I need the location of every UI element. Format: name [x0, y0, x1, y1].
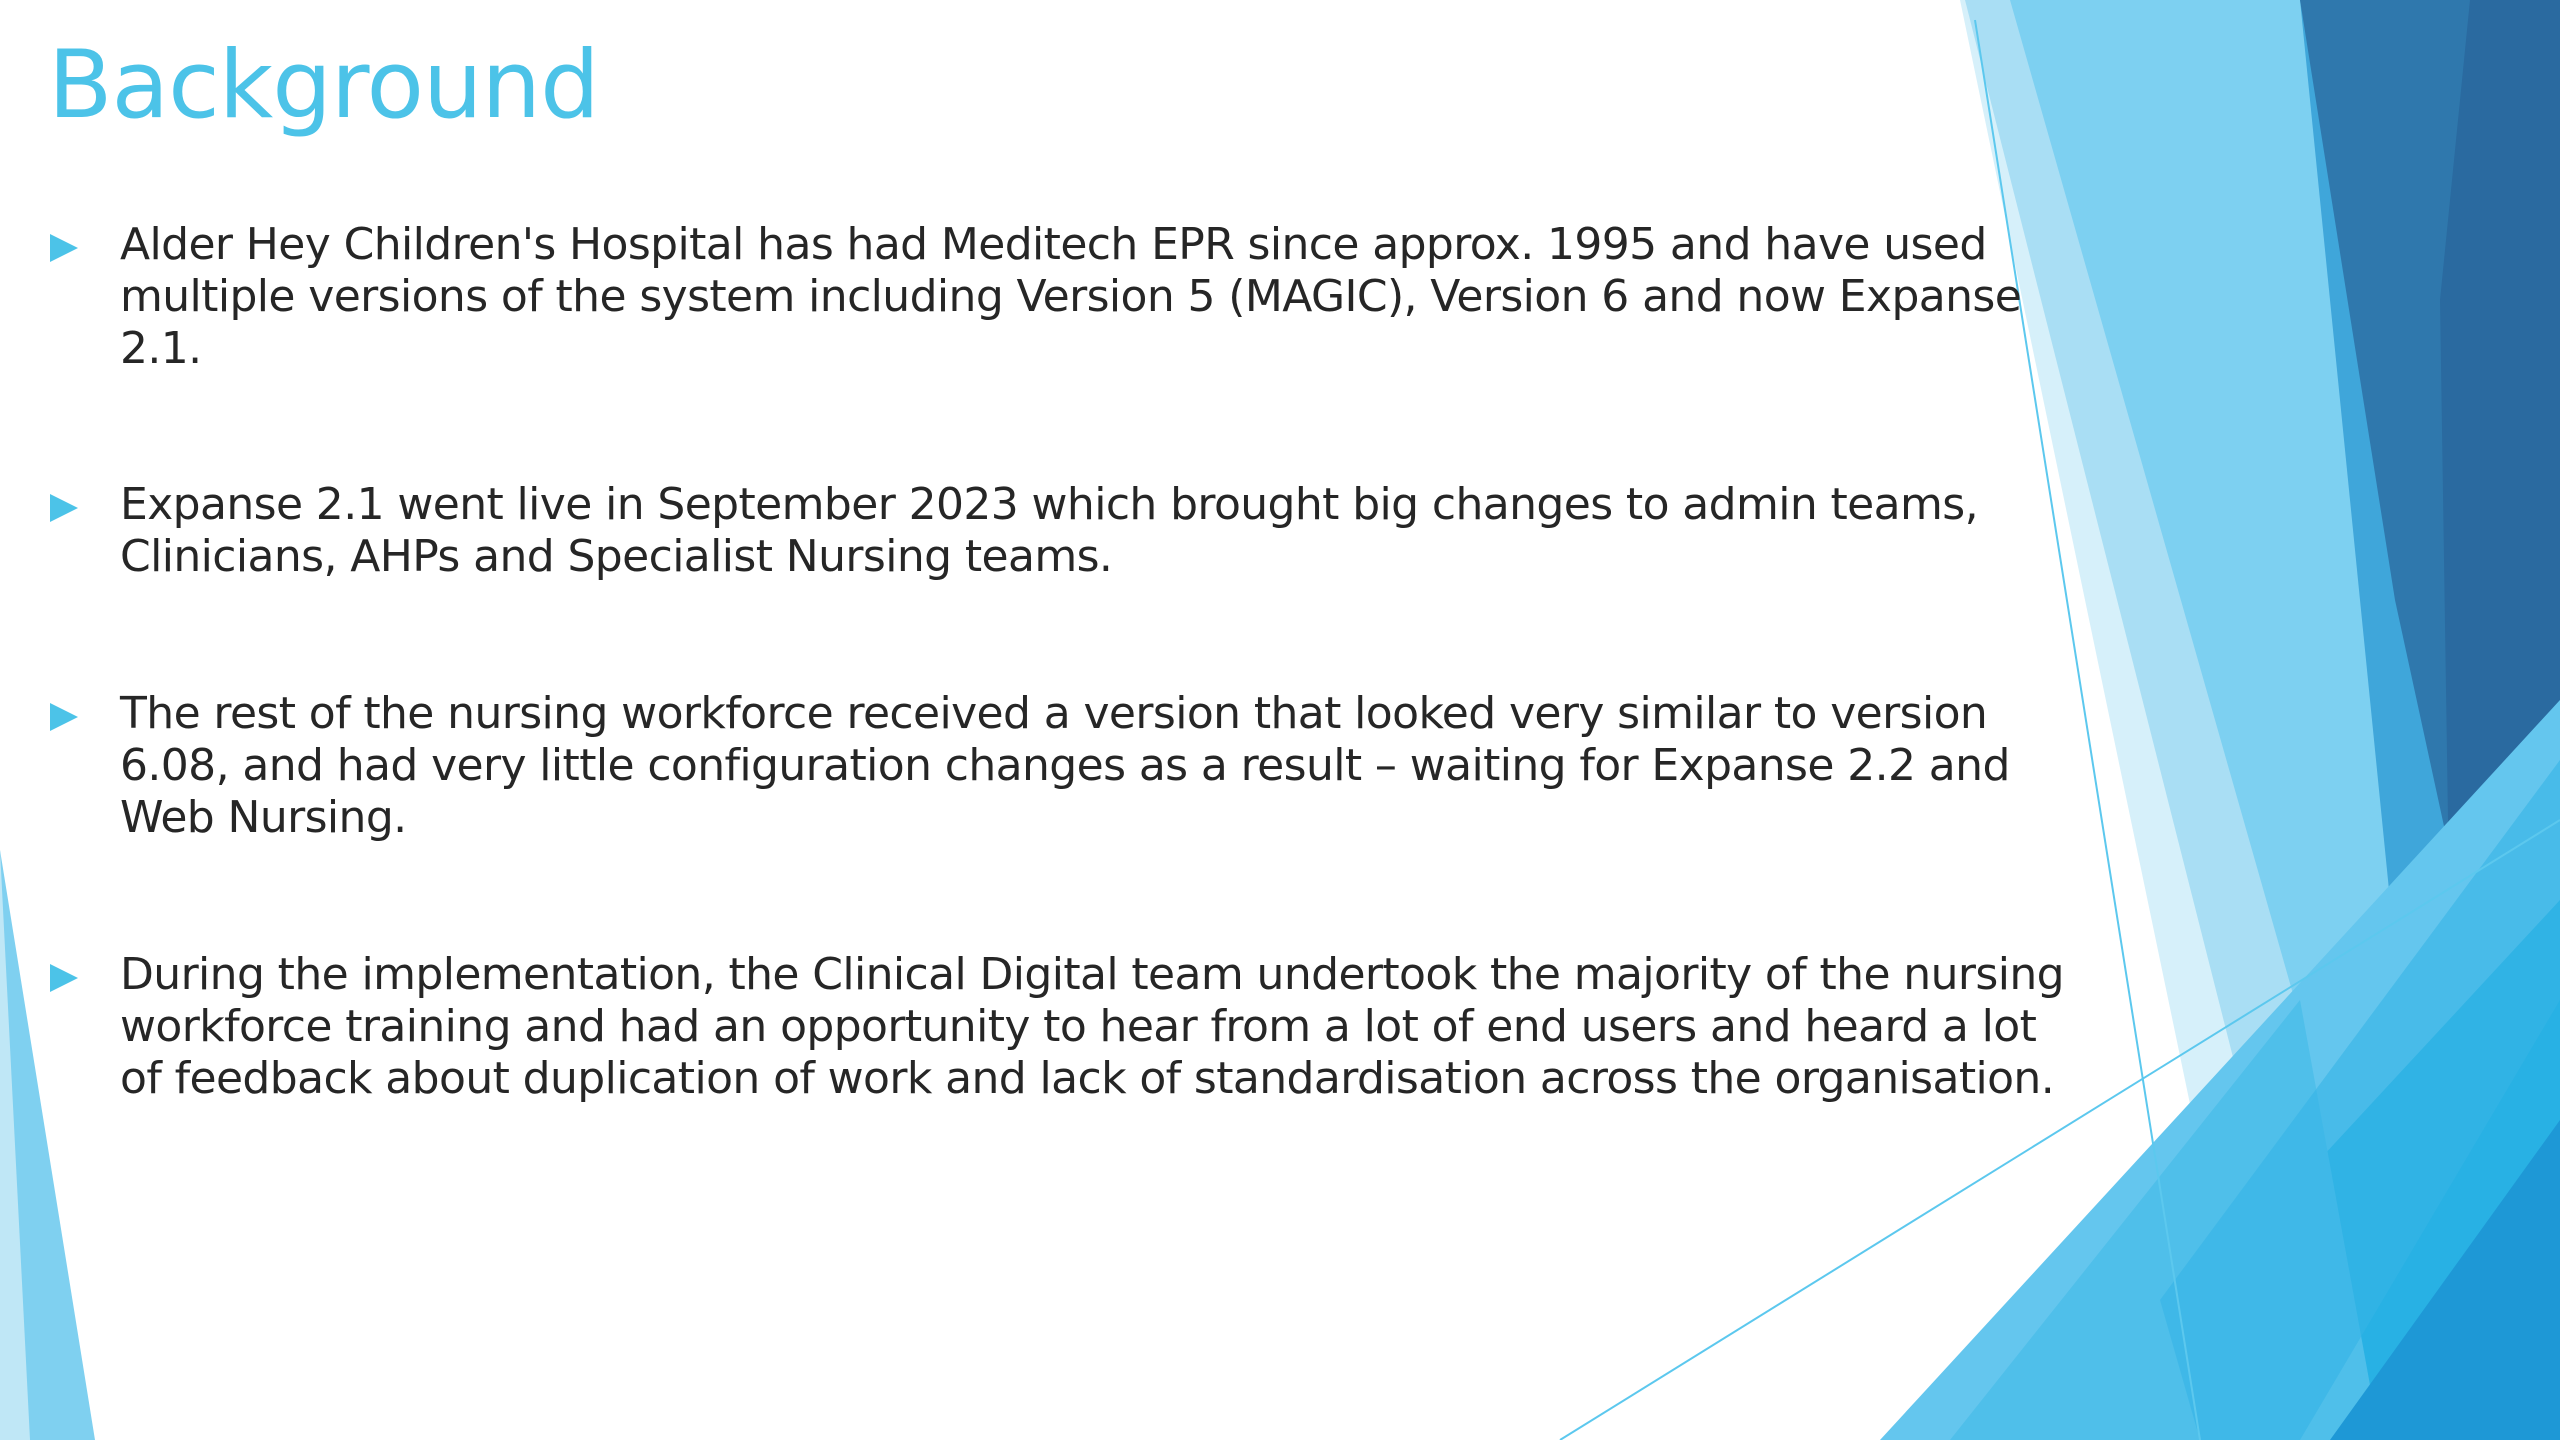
triangle-right-icon: [48, 949, 120, 1001]
triangle-right-icon: [48, 688, 120, 740]
bullet-item-3: [48, 688, 2108, 844]
bullet-text: The rest of the nursing workforce received a version that looked very similar to version 6.08, and had very little configuration changes as a result – waiting for Expanse 2.2 and Web Nursing.: [120, 688, 2010, 843]
bullet-text: Expanse 2.1 went live in September 2023 which brought big changes to admin teams, Clinicians, AHPs and Specialist Nursing teams.: [120, 479, 1978, 582]
triangle-right-icon: [48, 479, 120, 531]
bullet-item-4: [48, 949, 2108, 1105]
bullet-text: During the implementation, the Clinical Digital team undertook the majority of the nursing workforce training and had an opportunity to hear from a lot of end users and heard a lot of feedback about duplication of work and lack of standardisation across the organisation.: [120, 949, 2064, 1104]
bullet-item-2: [48, 479, 2108, 583]
bullet-item-1: [48, 219, 2108, 375]
bullet-text: Alder Hey Children's Hospital has had Meditech EPR since approx. 1995 and have used multiple versions of the system including Version 5 (MAGIC), Version 6 and now Expanse 2.1.: [120, 219, 2022, 374]
slide-title: Background: [48, 31, 599, 140]
triangle-right-icon: [48, 219, 120, 271]
